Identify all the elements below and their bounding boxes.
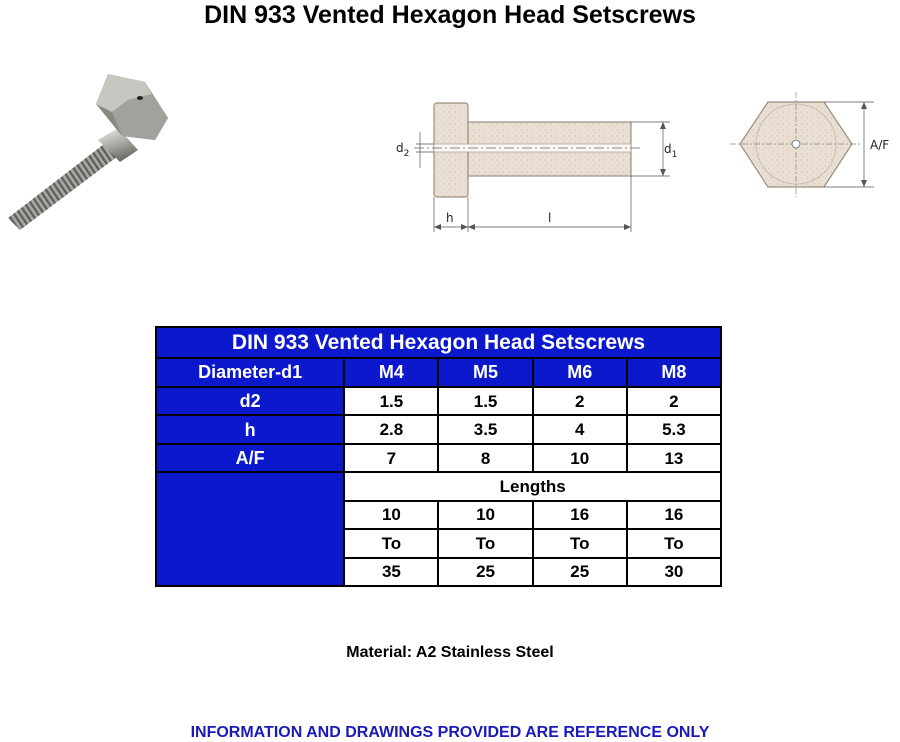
- row-label: A/F: [157, 445, 343, 471]
- size-header: M5: [439, 359, 531, 386]
- table-cell: 4: [534, 416, 626, 442]
- table-cell: 30: [628, 559, 720, 585]
- size-header: M8: [628, 359, 720, 386]
- table-cell: To: [439, 530, 531, 556]
- page-title: DIN 933 Vented Hexagon Head Setscrews: [204, 1, 696, 29]
- spec-table: [155, 326, 722, 587]
- table-cell: 25: [534, 559, 626, 585]
- af-label: A/F: [870, 138, 890, 152]
- table-header-row: [157, 359, 720, 386]
- end-view-drawing: [728, 92, 900, 197]
- material-note: Material: A2 Stainless Steel: [346, 644, 554, 661]
- disclaimer-note: INFORMATION AND DRAWINGS PROVIDED ARE REFERENCE ONLY: [190, 724, 710, 741]
- row-label: h: [157, 416, 343, 442]
- h-label: h: [446, 211, 454, 225]
- d2-label: $d_2$: [396, 141, 410, 159]
- table-cell: 10: [534, 445, 626, 471]
- l-label: l: [548, 211, 552, 225]
- table-row: [157, 416, 720, 442]
- table-row: [157, 445, 720, 471]
- d1-label: $d_1$: [664, 142, 678, 160]
- setscrew-photo: [0, 70, 175, 240]
- table-cell: 16: [628, 502, 720, 528]
- table-cell: To: [628, 530, 720, 556]
- table-cell: 3.5: [439, 416, 531, 442]
- table-cell: 1.5: [345, 388, 437, 414]
- table-cell: To: [345, 530, 437, 556]
- table-row: [157, 473, 720, 499]
- table-cell: 25: [439, 559, 531, 585]
- table-cell: 5.3: [628, 416, 720, 442]
- table-cell: 10: [345, 502, 437, 528]
- size-header: M6: [534, 359, 626, 386]
- table-cell: 2.8: [345, 416, 437, 442]
- table-cell: 35: [345, 559, 437, 585]
- table-cell: To: [534, 530, 626, 556]
- row-label: d2: [157, 388, 343, 414]
- table-cell: 1.5: [439, 388, 531, 414]
- table-cell: 7: [345, 445, 437, 471]
- lengths-header: Lengths: [345, 473, 720, 499]
- table-cell: 2: [534, 388, 626, 414]
- table-cell: 10: [439, 502, 531, 528]
- size-header: M4: [345, 359, 437, 386]
- diameter-header: Diameter-d1: [157, 359, 343, 386]
- lengths-blank-cell: [157, 473, 343, 585]
- table-cell: 16: [534, 502, 626, 528]
- table-cell: 8: [439, 445, 531, 471]
- table-title: DIN 933 Vented Hexagon Head Setscrews: [157, 328, 720, 357]
- table-row: [157, 388, 720, 414]
- table-cell: 13: [628, 445, 720, 471]
- side-view-drawing: [388, 92, 688, 237]
- table-title-row: [157, 328, 720, 357]
- table-cell: 2: [628, 388, 720, 414]
